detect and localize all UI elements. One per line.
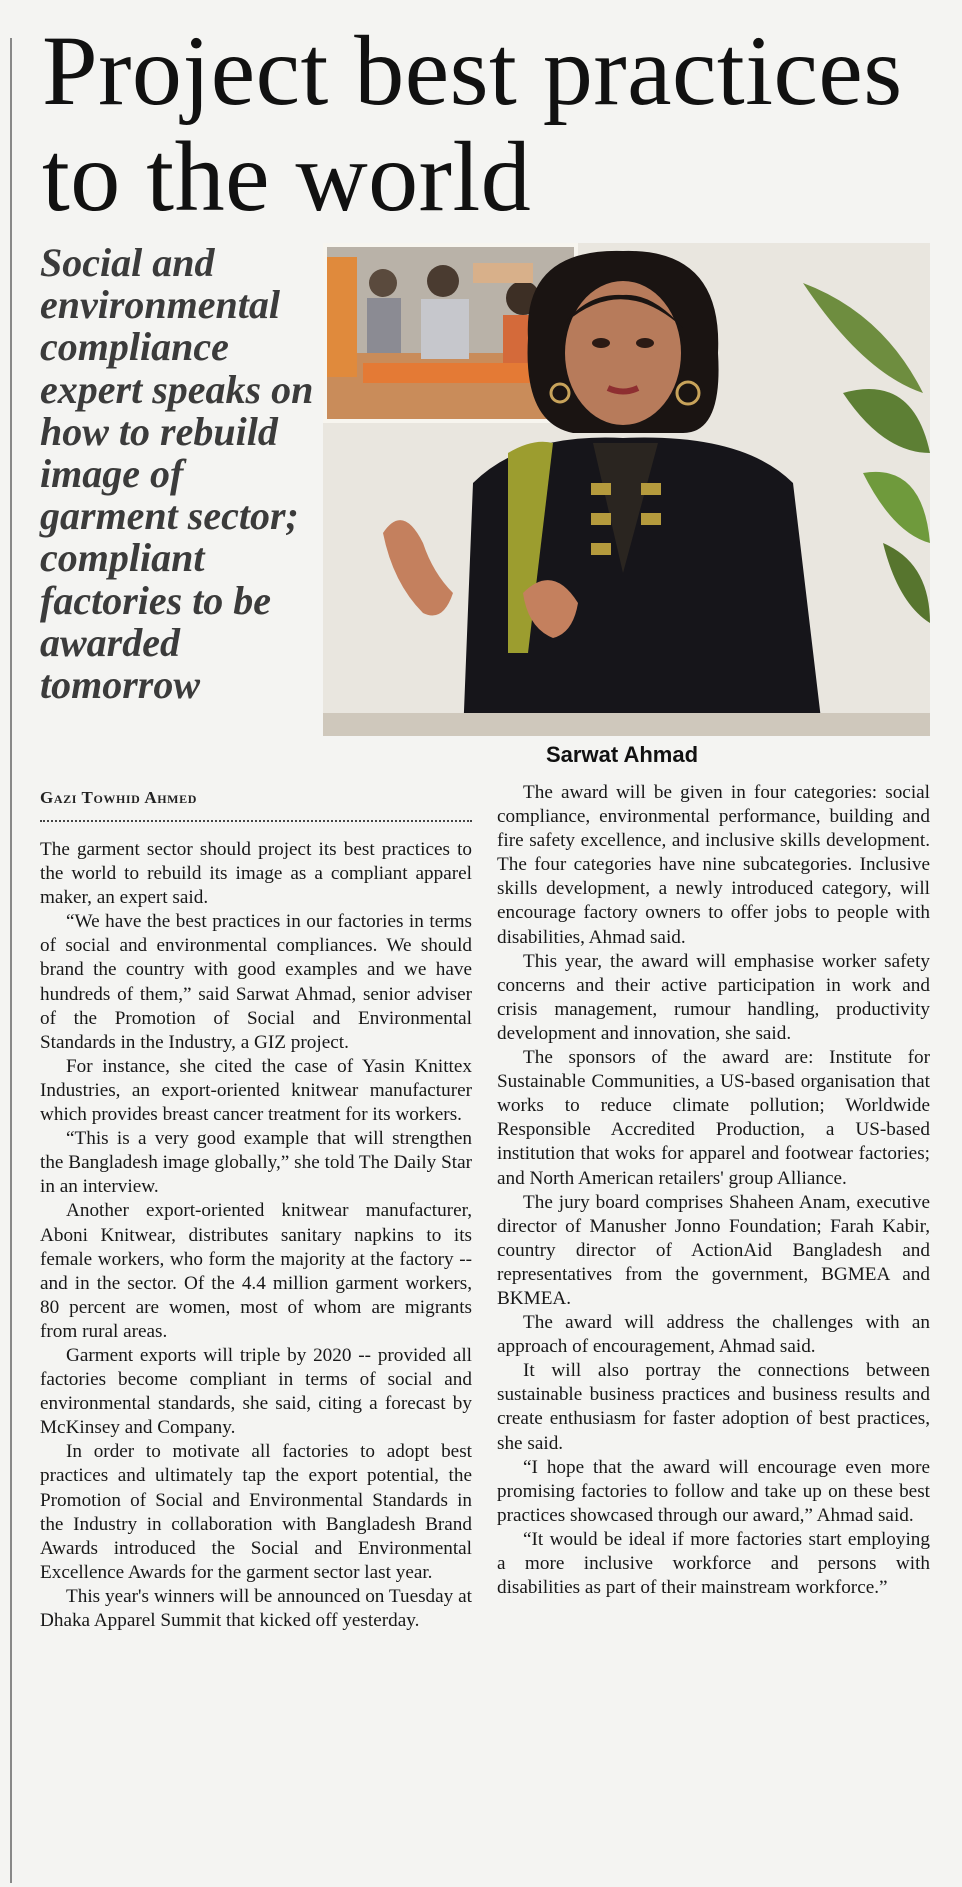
- paragraph: The award will be given in four categories: social compliance, environmental performance, building and fire safety excellence, and inclusive skills development. The four categories have nine subcategories. Inclusive skills development, a newly introduced category, will encourage factory owners to offer jobs to people with disabilities, Ahmad said.: [497, 782, 930, 948]
- headline: Project best practices to the world: [42, 15, 903, 232]
- photo-caption: Sarwat Ahmad: [546, 742, 699, 767]
- body-column-2: [497, 781, 930, 1600]
- paragraph: This year's winners will be announced on Tuesday at Dhaka Apparel Summit that kicked off yesterday.: [40, 1585, 472, 1631]
- paragraph: “We have the best practices in our factories in terms of social and environmental compliances. We should brand the country with good examples and we have hundreds of them,” said Sarwat Ahmad, senior adviser of the Promotion of Social and Environmental Standards in the Industry, a GIZ project.: [40, 911, 472, 1053]
- paragraph: The award will address the challenges with an approach of encouragement, Ahmad said.: [497, 1312, 930, 1358]
- paragraph: This year, the award will emphasise worker safety concerns and their active participation in work and crisis management, rumour handling, productivity development and innovation, she said.: [497, 950, 930, 1044]
- paragraph: For instance, she cited the case of Yasin Knittex Industries, an export-oriented knitwear manufacturer which provides breast cancer treatment for its workers.: [40, 1055, 472, 1126]
- paragraph: The sponsors of the award are: Institute for Sustainable Communities, a US-based organisation that works to reduce climate pollution; Worldwide Responsible Accredited Production, a US-based institution that woks for apparel and footwear factories; and North American retailers' group Alliance.: [497, 1047, 930, 1189]
- paragraph: In order to motivate all factories to adopt best practices and ultimately tap the export potential, the Promotion of Social and Environmental Standards in the Industry in collaboration with Bangladesh Brand Awards introduced the Social and Environmental Excellence Awards for the garment sector last year.: [40, 1441, 472, 1583]
- paragraph: “This is a very good example that will strengthen the Bangladesh image globally,” she told The Daily Star in an interview.: [40, 1128, 472, 1198]
- paragraph: “I hope that the award will encourage even more promising factories to follow and take up on these best practices showcased through our award,” Ahmad said.: [497, 1456, 930, 1526]
- portrait-photo: [323, 243, 930, 736]
- byline: Gazi Towhid Ahmed: [40, 788, 197, 807]
- byline-divider: [40, 820, 472, 822]
- paragraph: “It would be ideal if more factories start employing a more inclusive workforce and persons with disabilities as part of their mainstream workforce.”: [497, 1528, 930, 1599]
- paragraph: The garment sector should project its best practices to the world to rebuild its image as a compliant apparel maker, an expert said.: [40, 839, 472, 909]
- paragraph: Another export-oriented knitwear manufacturer, Aboni Knitwear, distributes sanitary napkins to its female workers, who form the majority at the factory -- and in the sector. Of the 4.4 million garment workers, 80 percent are women, most of whom are migrants from rural areas.: [40, 1200, 472, 1342]
- paragraph: Garment exports will triple by 2020 -- provided all factories become compliant in terms of social and environmental standards, she said, citing a forecast by McKinsey and Company.: [40, 1344, 472, 1439]
- body-column-1: [40, 838, 472, 1633]
- deck-subheadline: Social and environmental compliance expert speaks on how to rebuild image of garment sector; compliant factories to be awarded tomorrow: [40, 240, 314, 708]
- paragraph: It will also portray the connections between sustainable business practices and business results and create enthusiasm for faster adoption of best practices, she said.: [497, 1360, 930, 1454]
- paragraph: The jury board comprises Shaheen Anam, executive director of Manusher Jonno Foundation; Farah Kabir, country director of ActionAid Bangladesh and representatives from the government, BGMEA and BKMEA.: [497, 1191, 930, 1309]
- column-rule: [10, 38, 12, 1883]
